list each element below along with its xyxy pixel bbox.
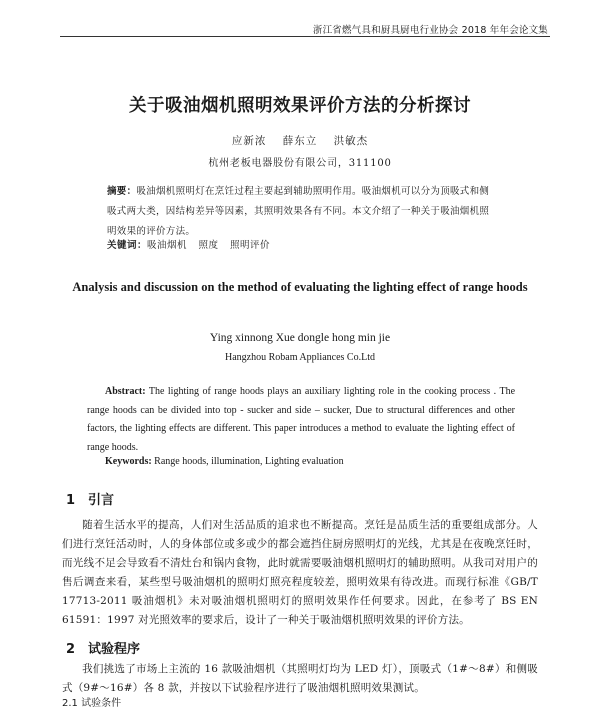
paper-title-en: Analysis and discussion on the method of evaluating the lighting effect of range hoods (72, 280, 528, 294)
abstract-en-label: Abstract: (105, 386, 146, 397)
section-1-number: 1 (66, 493, 76, 508)
section-1-body (62, 516, 538, 630)
section-2-heading (66, 638, 140, 657)
keywords-cn-text: 吸油烟机 照度 照明评价 (147, 240, 271, 251)
section-1-text: 随着生活水平的提高，人们对生活品质的追求也不断提高。烹饪是品质生活的重要组成部分。人们进行烹饪活动时，人的身体部位或多或少的都会遮挡住厨房照明灯的光线，尤其是在夜晚烹饪时，而光线不足会导致看不清灶台和锅内食物，此时就需要吸油烟机照明灯的辅助照明。从我司对用户的售后调查来看，某些型号吸油烟机的照明灯照亮程度较差，照明效果有待改进。而现行标准《GB/T 17713-2011 吸油烟机》未对吸油烟机照明灯的照明效果作任何要求。因此，在参考了 BS EN 61591：1997 对光照效率的要求后，设计了一种关于吸油烟机照明效果的评价方法。 (62, 519, 538, 626)
authors-cn: 应新浓 薛东立 洪敏杰 (231, 135, 369, 147)
abstract-cn-label: 摘要： (107, 186, 137, 197)
abstract-en-text: The lighting of range hoods plays an auxiliary lighting role in the cooking process . The range hoods can be divided into top - sucker and side – sucker, Due to structural differences and other factors, the lighting effects are different. This paper introduces a method to evaluate the lighting effect of range hoods. (87, 386, 516, 453)
abstract-cn (107, 182, 495, 242)
affiliation-cn: 杭州老板电器股份有限公司，311100 (208, 158, 392, 169)
keywords-en-text: Range hoods, illumination, Lighting evaluation (154, 456, 344, 467)
keywords-cn-label: 关键词： (107, 240, 148, 251)
section-2-title: 试验程序 (88, 642, 141, 657)
subsection-2-1-heading: 2.1 试验条件 (62, 698, 122, 709)
paper-title-cn: 关于吸油烟机照明效果评价方法的分析探讨 (129, 96, 471, 116)
abstract-en (87, 383, 515, 457)
section-1-heading (66, 489, 114, 508)
section-2-number: 2 (66, 642, 76, 657)
running-header: 浙江省燃气具和厨具厨电行业协会 2018 年年会论文集 (312, 25, 548, 36)
keywords-en (105, 456, 344, 467)
authors-en: Ying xinnong Xue dongle hong min jie (209, 332, 391, 344)
abstract-cn-text: 吸油烟机照明灯在烹饪过程主要起到辅助照明作用。吸油烟机可以分为顶吸式和侧吸式两大类，因结构差异等因素，其照明效果各有不同。本文介绍了一种关于吸油烟机照明效果的评价方法。 (107, 186, 490, 237)
keywords-en-label: Keywords: (105, 456, 152, 467)
section-2-text: 我们挑选了市场上主流的 16 款吸油烟机（其照明灯均为 LED 灯），顶吸式（1#～8#）和侧吸式（9#～16#）各 8 款，并按以下试验程序进行了吸油烟机照明效果测试。 (62, 663, 538, 694)
header-rule (60, 36, 550, 37)
section-2-body (62, 660, 538, 698)
affiliation-en: Hangzhou Robam Appliances Co.Ltd (225, 352, 375, 363)
keywords-cn (107, 237, 270, 251)
section-1-title: 引言 (88, 493, 115, 508)
